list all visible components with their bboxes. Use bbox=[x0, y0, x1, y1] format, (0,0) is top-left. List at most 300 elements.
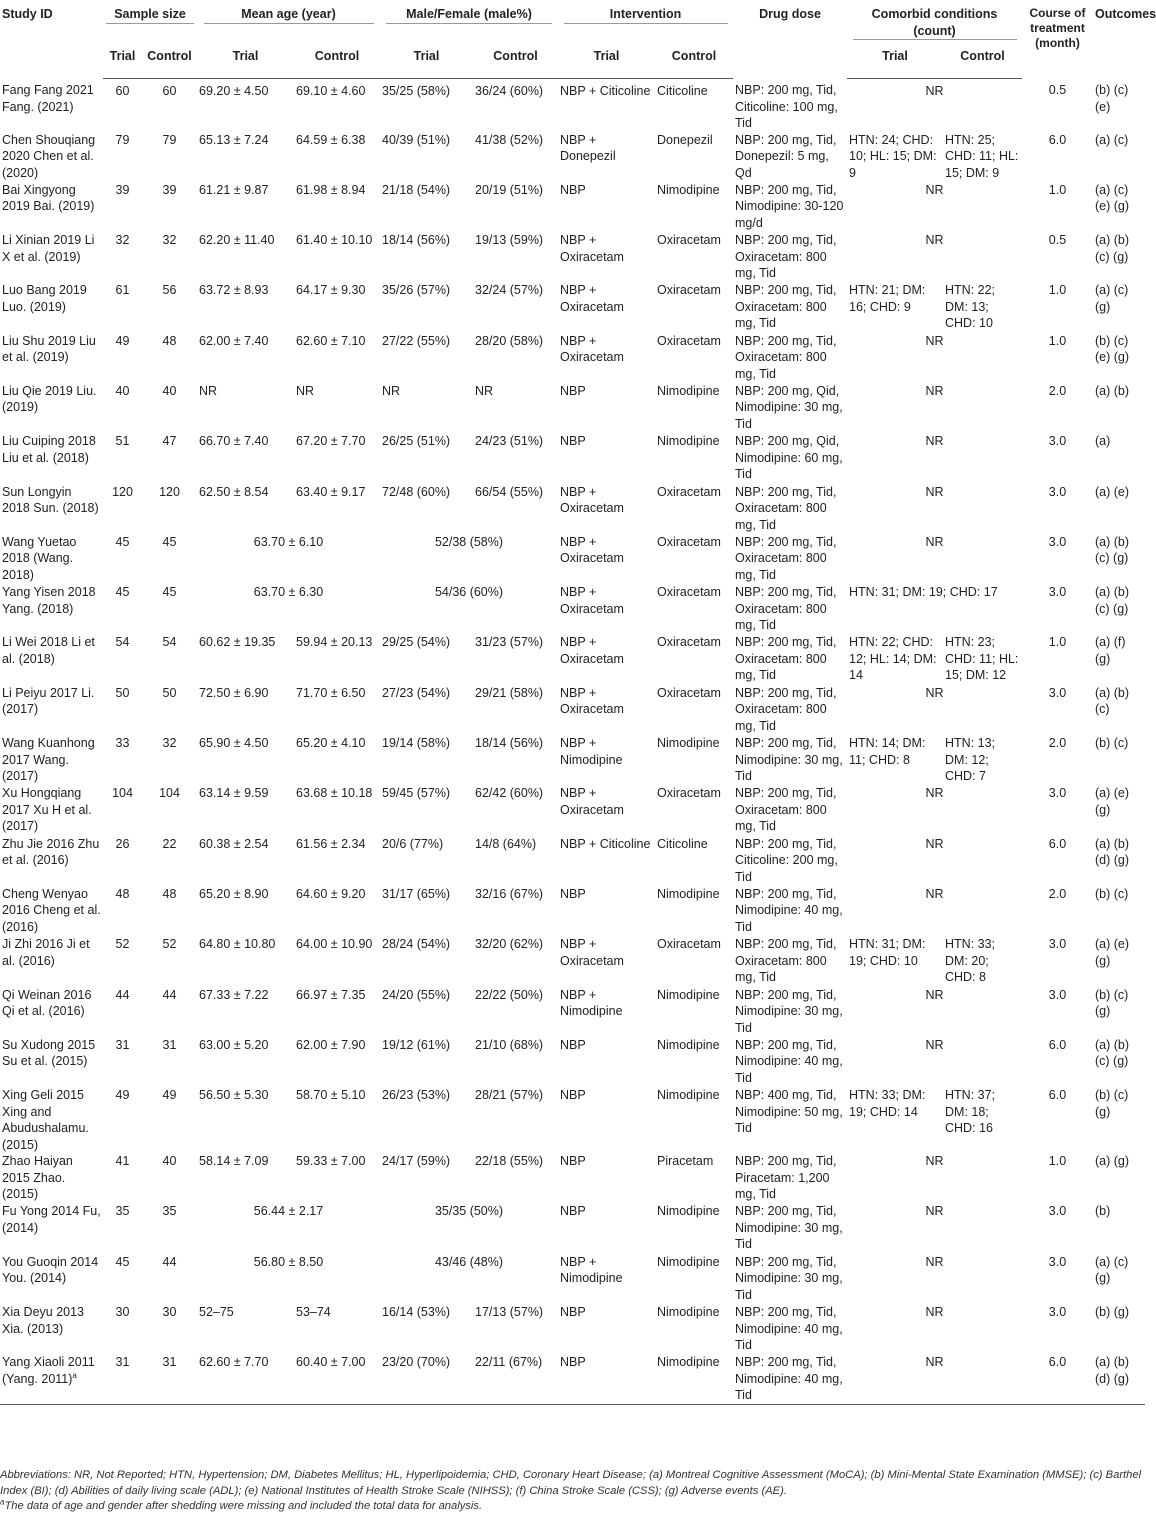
cell-outcomes: (a) (g) bbox=[1095, 1154, 1130, 1169]
cell-male-female-control: 32/16 (67%) bbox=[475, 886, 544, 901]
table-row bbox=[0, 785, 1145, 835]
cell-study-id bbox=[0, 1304, 103, 1354]
cell-intervention-control: Oxiracetam bbox=[657, 786, 721, 801]
cell-study-id bbox=[0, 78, 103, 132]
cell-drug-dose: NBP: 200 mg, Tid, Nimodipine: 30-120 mg/d bbox=[735, 182, 844, 230]
footnote-marker: a bbox=[72, 1370, 77, 1380]
cell-comorbid-nr: NR bbox=[925, 83, 944, 98]
cell-study-id bbox=[0, 785, 103, 835]
cell-comorbid-control: HTN: 33; DM: 20; CHD: 8 bbox=[945, 937, 996, 985]
cell-male-female-control: 22/18 (55%) bbox=[475, 1154, 544, 1169]
cell-mean-age-trial: 72.50 ± 6.90 bbox=[199, 685, 269, 700]
cell-male-female-trial: 26/23 (53%) bbox=[382, 1088, 451, 1103]
study-id-text: Xu Hongqiang 2017 Xu H et al. (2017) bbox=[2, 786, 92, 834]
cell-course: 6.0 bbox=[1048, 1088, 1067, 1103]
cell-mean-age-trial: 58.14 ± 7.09 bbox=[199, 1154, 269, 1169]
cell-male-female-trial: 40/39 (51%) bbox=[382, 132, 451, 147]
cell-outcomes: (b) (c) (e) bbox=[1095, 83, 1129, 114]
cell-study-id bbox=[0, 1153, 103, 1203]
subheader-trial: Trial bbox=[103, 44, 142, 78]
cell-drug-dose: NBP: 200 mg, Tid, Nimodipine: 30 mg, Tid bbox=[735, 1204, 843, 1252]
study-id-text: Qi Weinan 2016 Qi et al. (2016) bbox=[2, 987, 92, 1019]
cell-study-id bbox=[0, 132, 103, 182]
cell-mean-age-control: 67.20 ± 7.70 bbox=[296, 434, 366, 449]
subheader-trial: Trial bbox=[847, 44, 943, 78]
cell-intervention-control: Citicoline bbox=[657, 836, 708, 851]
cell-outcomes: (a) (b) (c) (g) bbox=[1095, 585, 1130, 616]
study-id-text: Su Xudong 2015 Su et al. (2015) bbox=[2, 1037, 96, 1069]
cell-sample-trial: 50 bbox=[115, 685, 130, 700]
cell-male-female-control: 66/54 (55%) bbox=[475, 484, 544, 499]
cell-sample-trial: 45 bbox=[115, 534, 130, 549]
cell-male-female-trial: 18/14 (56%) bbox=[382, 233, 451, 248]
cell-course: 3.0 bbox=[1048, 685, 1067, 700]
cell-study-id bbox=[0, 232, 103, 282]
cell-sample-trial: 40 bbox=[115, 383, 130, 398]
cell-sample-control: 35 bbox=[162, 1204, 177, 1219]
cell-outcomes: (a) (b) (c) (g) bbox=[1095, 534, 1130, 566]
cell-sample-trial: 60 bbox=[115, 83, 130, 98]
cell-drug-dose: NBP: 200 mg, Tid, Nimodipine: 30 mg, Tid bbox=[735, 736, 843, 784]
cell-intervention-control: Nimodipine bbox=[657, 886, 720, 901]
cell-male-female-control: 29/21 (58%) bbox=[475, 685, 544, 700]
cell-male-female-control: 32/24 (57%) bbox=[475, 283, 544, 298]
cell-sample-control: 40 bbox=[162, 383, 177, 398]
cell-sample-trial: 30 bbox=[115, 1305, 130, 1320]
cell-mean-age-control: 64.60 ± 9.20 bbox=[296, 886, 366, 901]
cell-drug-dose: NBP: 200 mg, Tid, Donepezil: 5 mg, Qd bbox=[735, 132, 837, 180]
cell-sample-control: 56 bbox=[162, 283, 177, 298]
cell-intervention-trial: NBP + Donepezil bbox=[560, 132, 616, 163]
cell-outcomes: (a) (c) (g) bbox=[1095, 1254, 1129, 1286]
cell-drug-dose: NBP: 200 mg, Tid, Nimodipine: 30 mg, Tid bbox=[735, 987, 843, 1035]
cell-outcomes: (a) (c) (e) (g) bbox=[1095, 182, 1130, 214]
cell-mean-age-control: 59.33 ± 7.00 bbox=[296, 1154, 366, 1169]
cell-intervention-trial: NBP bbox=[558, 1354, 655, 1404]
cell-male-female-total: 43/46 (48%) bbox=[434, 1254, 504, 1269]
cell-intervention-trial: NBP bbox=[560, 1088, 586, 1103]
cell-male-female-trial: 35/26 (57%) bbox=[382, 283, 451, 298]
cell-course: 6.0 bbox=[1048, 836, 1067, 851]
cell-mean-age-control: 64.59 ± 6.38 bbox=[296, 132, 366, 147]
cell-intervention-trial: NBP bbox=[560, 1037, 586, 1052]
cell-male-female-trial: 31/17 (65%) bbox=[382, 886, 451, 901]
cell-male-female-trial: 20/6 (77%) bbox=[382, 836, 444, 851]
study-id-text: Fu Yong 2014 Fu, (2014) bbox=[2, 1204, 101, 1235]
cell-sample-control: 32 bbox=[162, 736, 177, 751]
cell-study-id bbox=[0, 282, 103, 332]
cell-sample-control: 50 bbox=[162, 685, 177, 700]
cell-outcomes: (b) (g) bbox=[1095, 1305, 1130, 1320]
cell-sample-trial: 79 bbox=[115, 132, 130, 147]
cell-sample-trial: 31 bbox=[103, 1354, 142, 1404]
cell-intervention-control: Oxiracetam bbox=[657, 534, 721, 549]
subheader-trial: Trial bbox=[197, 44, 294, 78]
header-mean-age: Mean age (year) bbox=[197, 0, 380, 44]
cell-intervention-trial: NBP bbox=[560, 886, 586, 901]
cell-mean-age-trial: 63.00 ± 5.20 bbox=[199, 1037, 269, 1052]
cell-mean-age-trial: 65.20 ± 8.90 bbox=[199, 886, 269, 901]
cell-course: 3.0 bbox=[1048, 786, 1067, 801]
cell-comorbid-nr: NR bbox=[847, 1354, 1022, 1404]
cell-sample-control: 48 bbox=[162, 886, 177, 901]
cell-mean-age-control: 64.00 ± 10.90 bbox=[296, 937, 373, 952]
cell-sample-trial: 61 bbox=[115, 283, 130, 298]
cell-comorbid-nr: NR bbox=[925, 484, 944, 499]
cell-mean-age-control: 64.17 ± 9.30 bbox=[296, 283, 366, 298]
cell-comorbid-trial: HTN: 31; DM: 19; CHD: 10 bbox=[849, 937, 926, 968]
study-id-text: Ji Zhi 2016 Ji et al. (2016) bbox=[2, 937, 90, 968]
cell-study-id bbox=[0, 534, 103, 584]
cell-intervention-control: Nimodipine bbox=[657, 383, 720, 398]
cell-male-female-trial: 26/25 (51%) bbox=[382, 434, 451, 449]
cell-study-id bbox=[0, 484, 103, 534]
abbreviations-note: Abbreviations: NR, Not Reported; HTN, Hypertension; DM, Diabetes Mellitus; HL, Hyperlipoidemia; CHD, Coronary Heart Disease; (a) Montreal Cognitive Assessment (MoCA); (b) Mini-Mental State Examination (MMSE); (c) Barthel Index (BI); (d) Abilities of daily living scale (ADL); (e) National Institutes of Health Stroke Scale (NIHSS); (f) China Stroke Scale (CSS); (g) Adverse events (AE). bbox=[0, 1469, 1142, 1497]
cell-course: 3.0 bbox=[1048, 987, 1067, 1002]
cell-outcomes: (a) (c) (g) bbox=[1095, 283, 1129, 314]
study-id-text: Liu Cuiping 2018 Liu et al. (2018) bbox=[2, 434, 96, 465]
cell-course: 1.0 bbox=[1048, 1154, 1067, 1169]
cell-intervention-control: Nimodipine bbox=[657, 182, 720, 197]
cell-male-female-trial: 19/14 (58%) bbox=[382, 736, 451, 751]
table-row bbox=[0, 182, 1145, 232]
cell-comorbid-trial: HTN: 22; CHD: 12; HL: 14; DM: 14 bbox=[849, 635, 937, 683]
header-sample-size: Sample size bbox=[103, 0, 197, 44]
cell-drug-dose: NBP: 200 mg, Tid, Oxiracetam: 800 mg, Tid bbox=[735, 635, 837, 683]
study-id-text: Xing Geli 2015 Xing and Abudushalamu. (2015) bbox=[2, 1088, 89, 1152]
cell-intervention-trial: NBP + Oxiracetam bbox=[560, 937, 624, 968]
cell-comorbid-nr: NR bbox=[925, 1254, 944, 1269]
cell-mean-age-trial: 67.33 ± 7.22 bbox=[199, 987, 269, 1002]
study-id-text: Liu Qie 2019 Liu. (2019) bbox=[2, 383, 97, 415]
study-id-text: Yang Yisen 2018 Yang. (2018) bbox=[2, 585, 96, 616]
cell-sample-trial: 49 bbox=[115, 1088, 130, 1103]
cell-intervention-trial: NBP + Citicoline bbox=[560, 836, 651, 851]
cell-sample-control: 39 bbox=[162, 182, 177, 197]
cell-course: 2.0 bbox=[1048, 886, 1067, 901]
cell-male-female-control: 41/38 (52%) bbox=[475, 132, 544, 147]
cell-comorbid-control: HTN: 13; DM: 12; CHD: 7 bbox=[945, 736, 996, 784]
cell-sample-trial: 104 bbox=[112, 786, 133, 801]
cell-outcomes: (b) (c) (g) bbox=[1095, 987, 1129, 1019]
cell-intervention-control: Nimodipine bbox=[657, 736, 720, 751]
study-id-text: Bai Xingyong 2019 Bai. (2019) bbox=[2, 182, 95, 214]
cell-male-female-control: 36/24 (60%) bbox=[475, 83, 544, 98]
cell-male-female-control: 31/23 (57%) bbox=[475, 635, 544, 650]
cell-sample-trial: 33 bbox=[115, 736, 130, 751]
cell-intervention-control: Oxiracetam bbox=[657, 685, 721, 700]
cell-course: 0.5 bbox=[1048, 233, 1067, 248]
cell-drug-dose: NBP: 200 mg, Qid, Nimodipine: 30 mg, Tid bbox=[735, 383, 843, 431]
cell-mean-age-control: 69.10 ± 4.60 bbox=[296, 83, 366, 98]
cell-intervention-control: Nimodipine bbox=[657, 1204, 720, 1219]
cell-mean-age-trial: 69.20 ± 4.50 bbox=[199, 83, 269, 98]
note-marker: a bbox=[0, 1497, 5, 1507]
note-text: The data of age and gender after shedding were missing and included the total data for analysis. bbox=[4, 1500, 483, 1512]
cell-intervention-trial: NBP + Oxiracetam bbox=[560, 585, 624, 616]
cell-course: 6.0 bbox=[1048, 132, 1067, 147]
table-row bbox=[0, 534, 1145, 584]
cell-sample-control: 22 bbox=[162, 836, 177, 851]
cell-mean-age-control: 59.94 ± 20.13 bbox=[296, 635, 373, 650]
cell-study-id bbox=[0, 182, 103, 232]
cell-mean-age-control: 71.70 ± 6.50 bbox=[296, 685, 366, 700]
table-row bbox=[0, 735, 1145, 785]
cell-mean-age-trial: NR bbox=[199, 383, 218, 398]
table-row bbox=[0, 584, 1145, 634]
cell-sample-trial: 52 bbox=[115, 937, 130, 952]
cell-drug-dose: NBP: 200 mg, Tid, Nimodipine: 40 mg, Tid bbox=[735, 1037, 843, 1085]
cell-comorbid-nr: NR bbox=[925, 886, 944, 901]
study-id-text: Luo Bang 2019 Luo. (2019) bbox=[2, 283, 87, 314]
study-id-text: Liu Shu 2019 Liu et al. (2019) bbox=[2, 333, 96, 365]
cell-intervention-trial: NBP + Nimodipine bbox=[560, 736, 623, 767]
cell-mean-age-trial: 56.50 ± 5.30 bbox=[199, 1088, 269, 1103]
header-course: Course of treatment (month) bbox=[1029, 6, 1086, 50]
cell-sample-trial: 120 bbox=[112, 484, 133, 499]
cell-course: 2.0 bbox=[1048, 736, 1067, 751]
cell-male-female-total: 54/36 (60%) bbox=[434, 585, 504, 600]
cell-sample-control: 40 bbox=[162, 1154, 177, 1169]
cell-study-id bbox=[0, 1254, 103, 1304]
cell-mean-age-trial: 65.13 ± 7.24 bbox=[199, 132, 269, 147]
cell-comorbid-nr: NR bbox=[925, 182, 944, 197]
cell-male-female-trial: 21/18 (54%) bbox=[382, 182, 451, 197]
cell-male-female-control: 18/14 (56%) bbox=[475, 736, 544, 751]
cell-outcomes: (a) (b) (c) (g) bbox=[1095, 233, 1130, 264]
cell-sample-trial: 32 bbox=[115, 233, 130, 248]
cell-sample-control: 104 bbox=[159, 786, 180, 801]
cell-male-female-trial: 35/25 (58%) bbox=[382, 83, 451, 98]
cell-study-id bbox=[0, 333, 103, 383]
cell-study-id bbox=[0, 634, 103, 684]
cell-sample-control: 54 bbox=[162, 635, 177, 650]
cell-sample-control: 60 bbox=[162, 83, 177, 98]
table-header bbox=[0, 0, 1156, 78]
cell-male-female-total: 35/35 (50%) bbox=[434, 1204, 504, 1219]
subheader-control: Control bbox=[473, 44, 558, 78]
cell-outcomes: (b) (c) bbox=[1095, 736, 1129, 751]
subheader-trial: Trial bbox=[380, 44, 473, 78]
cell-drug-dose: NBP: 200 mg, Tid, Oxiracetam: 800 mg, Tid bbox=[735, 937, 837, 985]
cell-comorbid-nr: NR bbox=[925, 685, 944, 700]
cell-male-female-control: NR bbox=[475, 383, 494, 398]
cell-drug-dose: NBP: 200 mg, Tid, Nimodipine: 40 mg, Tid bbox=[735, 1305, 843, 1353]
cell-outcomes: (a) (e) (g) bbox=[1095, 937, 1130, 968]
cell-outcomes: (b) bbox=[1095, 1204, 1111, 1219]
cell-intervention-control: Nimodipine bbox=[657, 1305, 720, 1320]
table-row bbox=[0, 1037, 1145, 1087]
cell-drug-dose: NBP: 200 mg, Tid, Oxiracetam: 800 mg, Tid bbox=[735, 233, 837, 281]
cell-drug-dose: NBP: 200 mg, Tid, Oxiracetam: 800 mg, Tid bbox=[735, 685, 837, 733]
cell-intervention-control: Oxiracetam bbox=[657, 585, 721, 600]
cell-comorbid-nr: NR bbox=[925, 233, 944, 248]
cell-mean-age-control: 53–74 bbox=[296, 1305, 331, 1320]
study-id-text: Yang Xiaoli 2011 (Yang. 2011) bbox=[2, 1355, 95, 1386]
cell-outcomes: (a) (b) (c) (g) bbox=[1095, 1037, 1130, 1069]
cell-study-id bbox=[0, 1354, 103, 1404]
cell-sample-trial: 51 bbox=[115, 434, 130, 449]
cell-intervention-control: Oxiracetam bbox=[657, 635, 721, 650]
cell-intervention-trial: NBP + Citicoline bbox=[560, 83, 651, 98]
cell-drug-dose: NBP: 400 mg, Tid, Nimodipine: 50 mg, Tid bbox=[735, 1088, 843, 1136]
cell-male-female-trial: 16/14 (53%) bbox=[382, 1305, 451, 1320]
cell-comorbid-nr: NR bbox=[925, 836, 944, 851]
cell-intervention-trial: NBP + Nimodipine bbox=[560, 987, 623, 1019]
cell-mean-age-control: 66.97 ± 7.35 bbox=[296, 987, 366, 1002]
cell-comorbid-nr: NR bbox=[925, 1204, 944, 1219]
cell-course: 3.0 bbox=[1048, 585, 1067, 600]
cell-male-female-trial: 24/17 (59%) bbox=[382, 1154, 451, 1169]
cell-course: 3.0 bbox=[1048, 434, 1067, 449]
cell-mean-age-control: 61.40 ± 10.10 bbox=[296, 233, 373, 248]
cell-intervention-trial: NBP + Oxiracetam bbox=[560, 283, 624, 314]
cell-course: 1.0 bbox=[1048, 283, 1067, 298]
cell-course: 2.0 bbox=[1048, 383, 1067, 398]
cell-outcomes: (a) (f) (g) bbox=[1095, 635, 1126, 666]
cell-comorbid-nr: NR bbox=[925, 987, 944, 1002]
header-outcomes: Outcomes bbox=[1095, 7, 1156, 21]
study-id-text: Li Xinian 2019 Li X et al. (2019) bbox=[2, 233, 95, 264]
cell-comorbid-control: HTN: 22; DM: 13; CHD: 10 bbox=[945, 283, 996, 331]
cell-intervention-control: Oxiracetam bbox=[657, 484, 721, 499]
header-study-id: Study ID bbox=[2, 7, 53, 21]
cell-intervention-trial: NBP + Oxiracetam bbox=[560, 333, 624, 365]
cell-course: 1.0 bbox=[1048, 635, 1067, 650]
cell-comorbid-nr: NR bbox=[925, 383, 944, 398]
cell-drug-dose: NBP: 200 mg, Tid, Nimodipine: 30 mg, Tid bbox=[735, 1254, 843, 1302]
cell-comorbid-nr: NR bbox=[925, 1037, 944, 1052]
cell-outcomes: (a) bbox=[1095, 434, 1111, 449]
cell-study-id bbox=[0, 987, 103, 1037]
cell-intervention-trial: NBP + Oxiracetam bbox=[560, 786, 624, 817]
cell-male-female-trial: 19/12 (61%) bbox=[382, 1037, 451, 1052]
cell-course: 6.0 bbox=[1022, 1354, 1093, 1404]
cell-study-id bbox=[0, 1037, 103, 1087]
cell-intervention-control: Nimodipine bbox=[657, 1088, 720, 1103]
cell-study-id bbox=[0, 383, 103, 433]
cell-intervention-control: Nimodipine bbox=[657, 987, 720, 1002]
cell-male-female-control: 32/20 (62%) bbox=[475, 937, 544, 952]
cell-male-female-control: 21/10 (68%) bbox=[475, 1037, 544, 1052]
cell-comorbid-nr: NR bbox=[925, 434, 944, 449]
cell-male-female-trial: 59/45 (57%) bbox=[382, 786, 451, 801]
cell-mean-age-trial: 63.14 ± 9.59 bbox=[199, 786, 269, 801]
cell-comorbid-nr: NR bbox=[925, 1305, 944, 1320]
study-id-text: Zhu Jie 2016 Zhu et al. (2016) bbox=[2, 836, 100, 868]
cell-course: 3.0 bbox=[1048, 484, 1067, 499]
cell-mean-age-control: 63.40 ± 9.17 bbox=[296, 484, 366, 499]
subheader-control: Control bbox=[142, 44, 197, 78]
cell-intervention-control: Piracetam bbox=[657, 1154, 714, 1169]
cell-comorbid-trial: HTN: 14; DM: 11; CHD: 8 bbox=[849, 736, 926, 767]
cell-sample-trial: 45 bbox=[115, 585, 130, 600]
cell-intervention-trial: NBP + Nimodipine bbox=[560, 1254, 623, 1286]
cell-drug-dose: NBP: 200 mg, Tid, Nimodipine: 40 mg, Tid bbox=[733, 1354, 847, 1404]
cell-mean-age-trial: 61.21 ± 9.87 bbox=[199, 182, 269, 197]
cell-intervention-control: Donepezil bbox=[657, 132, 713, 147]
table-row bbox=[0, 78, 1145, 132]
cell-comorbid-nr: NR bbox=[925, 786, 944, 801]
cell-comorbid-trial: HTN: 24; CHD: 10; HL: 15; DM: 9 bbox=[849, 132, 937, 180]
cell-comorbid-control: HTN: 23; CHD: 11; HL: 15; DM: 12 bbox=[945, 635, 1019, 683]
cell-intervention-trial: NBP + Oxiracetam bbox=[560, 534, 624, 566]
cell-drug-dose: NBP: 200 mg, Tid, Oxiracetam: 800 mg, Tid bbox=[735, 534, 837, 582]
table-row bbox=[0, 1087, 1145, 1153]
cell-comorbid-trial: HTN: 21; DM: 16; CHD: 9 bbox=[849, 283, 926, 314]
cell-sample-control: 79 bbox=[162, 132, 177, 147]
cell-drug-dose: NBP: 200 mg, Tid, Citicoline: 200 mg, Tid bbox=[735, 836, 838, 884]
subheader-trial: Trial bbox=[558, 44, 655, 78]
cell-sample-control: 49 bbox=[162, 1088, 177, 1103]
cell-sample-trial: 44 bbox=[115, 987, 130, 1002]
table-row bbox=[0, 936, 1145, 986]
cell-outcomes: (a) (e) bbox=[1095, 484, 1130, 499]
cell-outcomes: (a) (b) bbox=[1095, 383, 1130, 398]
cell-drug-dose: NBP: 200 mg, Tid, Oxiracetam: 800 mg, Tid bbox=[735, 786, 837, 834]
cell-sample-trial: 41 bbox=[115, 1154, 130, 1169]
cell-male-female-control: 17/13 (57%) bbox=[475, 1305, 544, 1320]
cell-male-female-trial: 24/20 (55%) bbox=[382, 987, 451, 1002]
cell-mean-age-trial: 64.80 ± 10.80 bbox=[199, 937, 276, 952]
study-id-text: Zhao Haiyan 2015 Zhao. (2015) bbox=[2, 1154, 73, 1202]
cell-male-female-control: 14/8 (64%) bbox=[475, 836, 537, 851]
table-row bbox=[0, 333, 1145, 383]
cell-male-female-trial: 72/48 (60%) bbox=[382, 484, 451, 499]
cell-mean-age-trial: 52–75 bbox=[199, 1305, 234, 1320]
cell-intervention-control: Oxiracetam bbox=[657, 333, 721, 348]
study-id-text: Li Wei 2018 Li et al. (2018) bbox=[2, 635, 95, 666]
cell-outcomes: (b) (c) bbox=[1095, 886, 1129, 901]
cell-intervention-control: Nimodipine bbox=[655, 1354, 733, 1404]
cell-intervention-control: Oxiracetam bbox=[657, 283, 721, 298]
cell-mean-age-control: 62.60 ± 7.10 bbox=[296, 333, 366, 348]
table-footnotes bbox=[0, 1468, 1145, 1515]
cell-outcomes: (a) (c) bbox=[1095, 132, 1129, 147]
table-row bbox=[0, 383, 1145, 433]
cell-comorbid-control: HTN: 25; CHD: 11; HL: 15; DM: 9 bbox=[945, 132, 1019, 180]
cell-mean-age-control: 65.20 ± 4.10 bbox=[296, 736, 366, 751]
header-intervention: Intervention bbox=[558, 0, 733, 44]
table-body bbox=[0, 78, 1145, 1405]
cell-male-female-trial: 28/24 (54%) bbox=[382, 937, 451, 952]
study-id-text: Cheng Wenyao 2016 Cheng et al. (2016) bbox=[2, 886, 101, 934]
cell-sample-control: 52 bbox=[162, 937, 177, 952]
header-comorbid: Comorbid conditions (count) bbox=[847, 0, 1022, 44]
cell-comorbid-nr: NR bbox=[925, 1154, 944, 1169]
study-id-text: Wang Kuanhong 2017 Wang. (2017) bbox=[2, 736, 95, 784]
table-row bbox=[0, 1203, 1145, 1253]
cell-intervention-trial: NBP + Oxiracetam bbox=[560, 484, 624, 516]
cell-mean-age-total: 56.80 ± 8.50 bbox=[253, 1254, 324, 1269]
cell-outcomes: (a) (b) (c) bbox=[1095, 685, 1130, 717]
cell-sample-control: 47 bbox=[162, 434, 177, 449]
cell-intervention-trial: NBP bbox=[560, 383, 586, 398]
study-id-text: Li Peiyu 2017 Li. (2017) bbox=[2, 685, 95, 717]
table-row bbox=[0, 484, 1145, 534]
cell-outcomes: (b) (c) (g) bbox=[1095, 1088, 1129, 1119]
table-row bbox=[0, 685, 1145, 735]
cell-drug-dose: NBP: 200 mg, Qid, Nimodipine: 60 mg, Tid bbox=[735, 434, 843, 482]
cell-male-female-trial: 29/25 (54%) bbox=[382, 635, 451, 650]
study-id-text: Sun Longyin 2018 Sun. (2018) bbox=[2, 484, 99, 516]
cell-male-female-total: 52/38 (58%) bbox=[434, 534, 504, 549]
cell-mean-age-trial: 65.90 ± 4.50 bbox=[199, 736, 269, 751]
cell-sample-control: 31 bbox=[142, 1354, 197, 1404]
cell-drug-dose: NBP: 200 mg, Tid, Oxiracetam: 800 mg, Tid bbox=[735, 585, 837, 633]
cell-intervention-trial: NBP + Oxiracetam bbox=[560, 635, 624, 666]
cell-male-female-control: 22/11 (67%) bbox=[473, 1354, 558, 1404]
